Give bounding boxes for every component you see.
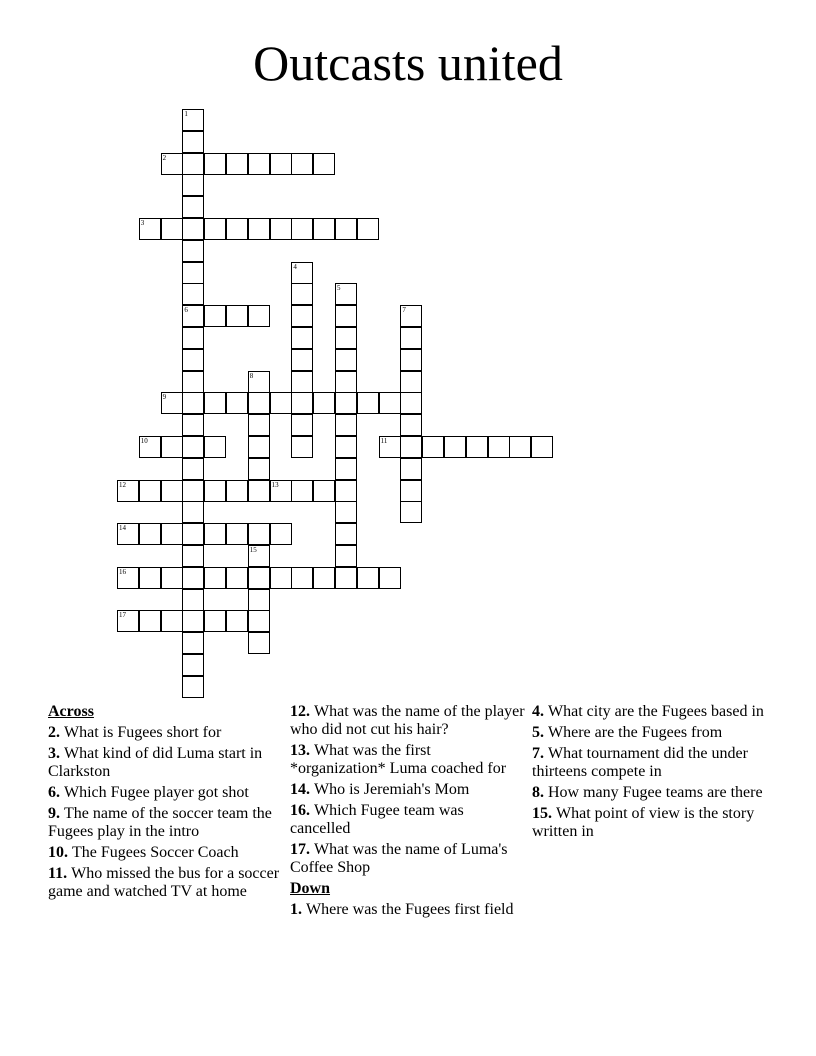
clue-item-number: 14. xyxy=(290,781,314,798)
grid-cell[interactable] xyxy=(422,436,444,458)
clue-number: 10 xyxy=(140,437,148,445)
grid-cell[interactable] xyxy=(335,218,357,240)
grid-cell[interactable] xyxy=(248,371,270,393)
clue-item-text: The Fugees Soccer Coach xyxy=(72,844,239,861)
page-title: Outcasts united xyxy=(253,35,563,91)
grid-cell[interactable] xyxy=(161,392,183,414)
grid-cell[interactable] xyxy=(182,610,204,632)
grid-cell[interactable] xyxy=(335,414,357,436)
grid-cell[interactable] xyxy=(182,632,204,654)
grid-cell[interactable] xyxy=(139,567,161,589)
grid-cell[interactable] xyxy=(226,153,248,175)
grid-cell[interactable] xyxy=(335,392,357,414)
clue-item-number: 3. xyxy=(48,745,64,762)
grid-cell[interactable] xyxy=(182,436,204,458)
clue-item-text: What was the first *organization* Luma coached for xyxy=(290,742,507,777)
grid-cell[interactable] xyxy=(488,436,510,458)
clue-number: 16 xyxy=(119,567,126,576)
grid-cell[interactable] xyxy=(139,523,161,545)
grid-cell[interactable] xyxy=(204,392,226,414)
grid-cell[interactable] xyxy=(313,153,335,175)
clues-column-3 xyxy=(532,703,768,844)
across-heading: Across xyxy=(48,703,94,720)
clue-item-text: What was the name of the player who did not cut his hair? xyxy=(290,703,525,738)
grid-cell[interactable] xyxy=(248,458,270,480)
clues-column-1 xyxy=(48,703,284,904)
grid-cell[interactable] xyxy=(182,240,204,262)
grid-cell[interactable] xyxy=(204,218,226,240)
grid-cell[interactable] xyxy=(204,436,226,458)
grid-cell[interactable] xyxy=(335,567,357,589)
grid-cell[interactable] xyxy=(357,218,379,240)
grid-cell[interactable] xyxy=(182,545,204,567)
grid-cell[interactable] xyxy=(335,349,357,371)
grid-cell[interactable] xyxy=(335,436,357,458)
grid-cell[interactable] xyxy=(270,153,292,175)
grid-cell[interactable] xyxy=(400,480,422,502)
grid-cell[interactable] xyxy=(139,436,161,458)
clue-item xyxy=(48,724,284,742)
grid-cell[interactable] xyxy=(444,436,466,458)
grid-cell[interactable] xyxy=(291,436,313,458)
grid-cell[interactable] xyxy=(182,283,204,305)
clue-number: 2 xyxy=(162,153,167,162)
grid-cell[interactable] xyxy=(182,676,204,698)
clue-number: 15 xyxy=(249,546,257,554)
grid-cell[interactable] xyxy=(335,501,357,523)
clue-item-text: Where are the Fugees from xyxy=(548,724,723,741)
clue-item-text: What tournament did the under thirteens compete in xyxy=(532,745,748,780)
grid-cell[interactable] xyxy=(291,392,313,414)
clue-number: 17 xyxy=(119,611,126,620)
grid-cell[interactable] xyxy=(248,436,270,458)
down-heading: Down xyxy=(290,880,331,897)
clue-item xyxy=(48,844,284,862)
grid-cell[interactable] xyxy=(291,567,313,589)
clue-item-number: 2. xyxy=(48,724,64,741)
grid-cell[interactable] xyxy=(161,436,183,458)
grid-cell[interactable] xyxy=(291,480,313,502)
grid-cell[interactable] xyxy=(335,523,357,545)
across-clue-list xyxy=(48,724,284,901)
grid-cell[interactable] xyxy=(291,349,313,371)
clue-item xyxy=(48,784,284,802)
clue-number: 14 xyxy=(119,524,126,533)
clue-item-number: 6. xyxy=(48,784,64,801)
grid-cell[interactable] xyxy=(248,545,270,567)
clue-item-text: The name of the soccer team the Fugees play in the intro xyxy=(48,805,272,840)
clue-item xyxy=(532,784,768,802)
grid-cell[interactable] xyxy=(117,480,139,502)
clue-item-text: Which Fugee team was cancelled xyxy=(290,802,464,837)
clue-item-text: What point of view is the story written in xyxy=(532,805,755,840)
grid-cell[interactable] xyxy=(270,218,292,240)
grid-cell[interactable] xyxy=(291,327,313,349)
grid-cell[interactable] xyxy=(248,153,270,175)
grid-cell[interactable] xyxy=(291,283,313,305)
grid-cell[interactable] xyxy=(335,371,357,393)
grid-cell[interactable] xyxy=(270,523,292,545)
clue-item-number: 12. xyxy=(290,703,314,720)
grid-cell[interactable] xyxy=(204,610,226,632)
clue-item-text: How many Fugee teams are there xyxy=(548,784,763,801)
grid-cell[interactable] xyxy=(379,436,401,458)
clue-item xyxy=(532,805,768,841)
grid-cell[interactable] xyxy=(182,109,204,131)
grid-cell[interactable] xyxy=(182,131,204,153)
grid-cell[interactable] xyxy=(182,327,204,349)
grid-cell[interactable] xyxy=(161,523,183,545)
clue-item xyxy=(290,781,526,799)
grid-cell[interactable] xyxy=(248,610,270,632)
grid-cell[interactable] xyxy=(182,392,204,414)
grid-cell[interactable] xyxy=(313,392,335,414)
grid-cell[interactable] xyxy=(226,567,248,589)
clue-number: 12 xyxy=(119,480,126,489)
grid-cell[interactable] xyxy=(226,480,248,502)
grid-cell[interactable] xyxy=(270,567,292,589)
grid-cell[interactable] xyxy=(182,218,204,240)
grid-cell[interactable] xyxy=(248,567,270,589)
grid-cell[interactable] xyxy=(248,305,270,327)
grid-cell[interactable] xyxy=(248,218,270,240)
clue-number: 13 xyxy=(271,480,279,489)
grid-cell[interactable] xyxy=(182,262,204,284)
down-clue-list xyxy=(290,901,526,919)
grid-cell[interactable] xyxy=(400,305,422,327)
clue-item-number: 13. xyxy=(290,742,314,759)
clue-item-number: 1. xyxy=(290,901,306,918)
grid-cell[interactable] xyxy=(226,392,248,414)
clue-item-number: 8. xyxy=(532,784,548,801)
clue-item xyxy=(290,742,526,778)
across-clue-list-continued xyxy=(290,703,526,877)
clue-number: 1 xyxy=(184,110,188,118)
clue-item-text: What is Fugees short for xyxy=(64,724,222,741)
clue-item xyxy=(48,865,284,901)
grid-cell[interactable] xyxy=(400,436,422,458)
clue-number: 4 xyxy=(293,262,297,271)
grid-cell[interactable] xyxy=(182,153,204,175)
grid-cell[interactable] xyxy=(117,610,139,632)
grid-cell[interactable] xyxy=(531,436,553,458)
grid-cell[interactable] xyxy=(182,480,204,502)
grid-cell[interactable] xyxy=(291,414,313,436)
grid-cell[interactable] xyxy=(204,153,226,175)
grid-cell[interactable] xyxy=(313,567,335,589)
grid-cell[interactable] xyxy=(248,480,270,502)
grid-cell[interactable] xyxy=(400,458,422,480)
clue-item-text: What kind of did Luma start in Clarkston xyxy=(48,745,263,780)
clue-item-text: Who is Jeremiah's Mom xyxy=(314,781,470,798)
grid-cell[interactable] xyxy=(335,327,357,349)
grid-cell[interactable] xyxy=(182,174,204,196)
grid-cell[interactable] xyxy=(139,610,161,632)
clue-item-text: What city are the Fugees based in xyxy=(548,703,764,720)
grid-cell[interactable] xyxy=(270,392,292,414)
grid-cell[interactable] xyxy=(248,632,270,654)
grid-cell[interactable] xyxy=(248,589,270,611)
grid-cell[interactable] xyxy=(226,218,248,240)
grid-cell[interactable] xyxy=(335,305,357,327)
grid-cell[interactable] xyxy=(161,567,183,589)
grid-cell[interactable] xyxy=(400,327,422,349)
grid-cell[interactable] xyxy=(313,218,335,240)
grid-cell[interactable] xyxy=(204,480,226,502)
clue-item-number: 4. xyxy=(532,703,548,720)
grid-cell[interactable] xyxy=(182,305,204,327)
grid-cell[interactable] xyxy=(400,501,422,523)
grid-cell[interactable] xyxy=(379,567,401,589)
clue-item-number: 9. xyxy=(48,805,64,822)
grid-cell[interactable] xyxy=(117,567,139,589)
clue-item xyxy=(48,805,284,841)
grid-cell[interactable] xyxy=(291,371,313,393)
clue-item-text: Who missed the bus for a soccer game and watched TV at home xyxy=(48,865,280,900)
grid-cell[interactable] xyxy=(226,610,248,632)
grid-cell[interactable] xyxy=(291,153,313,175)
grid-cell[interactable] xyxy=(117,523,139,545)
grid-cell[interactable] xyxy=(182,196,204,218)
grid-cell[interactable] xyxy=(139,480,161,502)
clue-number: 3 xyxy=(140,219,145,227)
grid-cell[interactable] xyxy=(335,545,357,567)
grid-cell[interactable] xyxy=(161,480,183,502)
clue-item-text: Which Fugee player got shot xyxy=(64,784,249,801)
grid-cell[interactable] xyxy=(182,458,204,480)
grid-cell[interactable] xyxy=(466,436,488,458)
grid-cell[interactable] xyxy=(204,523,226,545)
clue-number: 6 xyxy=(184,306,188,315)
grid-cell[interactable] xyxy=(161,153,183,175)
clue-item-number: 15. xyxy=(532,805,556,822)
grid-cell[interactable] xyxy=(248,392,270,414)
clue-number: 5 xyxy=(337,284,341,293)
grid-cell[interactable] xyxy=(313,480,335,502)
clue-item xyxy=(290,841,526,877)
grid-cell[interactable] xyxy=(226,305,248,327)
clue-number: 9 xyxy=(162,393,167,402)
grid-cell[interactable] xyxy=(182,501,204,523)
clue-number: 7 xyxy=(402,306,406,315)
grid-cell[interactable] xyxy=(182,589,204,611)
clue-number: 11 xyxy=(380,437,388,445)
grid-cell[interactable] xyxy=(248,523,270,545)
clue-item-number: 7. xyxy=(532,745,548,762)
grid-cell[interactable] xyxy=(335,480,357,502)
grid-cell[interactable] xyxy=(204,305,226,327)
grid-cell[interactable] xyxy=(357,392,379,414)
grid-cell[interactable] xyxy=(182,523,204,545)
grid-cell[interactable] xyxy=(182,349,204,371)
grid-cell[interactable] xyxy=(357,567,379,589)
clue-item-text: Where was the Fugees first field xyxy=(306,901,514,918)
grid-cell[interactable] xyxy=(270,480,292,502)
grid-cell[interactable] xyxy=(226,523,248,545)
grid-cell[interactable] xyxy=(400,349,422,371)
grid-cell[interactable] xyxy=(182,654,204,676)
grid-cell[interactable] xyxy=(182,567,204,589)
down-clue-list-continued xyxy=(532,703,768,841)
clue-item-number: 16. xyxy=(290,802,314,819)
grid-cell[interactable] xyxy=(400,414,422,436)
grid-cell[interactable] xyxy=(400,371,422,393)
grid-cell[interactable] xyxy=(182,414,204,436)
clue-item-number: 5. xyxy=(532,724,548,741)
clue-item-number: 11. xyxy=(48,865,72,882)
grid-cell[interactable] xyxy=(248,414,270,436)
grid-cell[interactable] xyxy=(161,218,183,240)
grid-cell[interactable] xyxy=(291,218,313,240)
clue-item xyxy=(290,703,526,739)
grid-cell[interactable] xyxy=(182,371,204,393)
grid-cell[interactable] xyxy=(379,392,401,414)
grid-cell[interactable] xyxy=(400,392,422,414)
grid-cell[interactable] xyxy=(291,262,313,284)
clue-item-number: 17. xyxy=(290,841,314,858)
clue-item xyxy=(290,901,526,919)
clue-item-number: 10. xyxy=(48,844,72,861)
clue-item xyxy=(532,703,768,721)
grid-cell[interactable] xyxy=(291,305,313,327)
clue-item xyxy=(48,745,284,781)
grid-cell[interactable] xyxy=(139,218,161,240)
clue-item xyxy=(532,724,768,742)
grid-cell[interactable] xyxy=(161,610,183,632)
grid-cell[interactable] xyxy=(509,436,531,458)
grid-cell[interactable] xyxy=(335,283,357,305)
clue-item xyxy=(290,802,526,838)
clues-column-2 xyxy=(290,703,526,922)
clue-item-text: What was the name of Luma's Coffee Shop xyxy=(290,841,508,876)
grid-cell[interactable] xyxy=(335,458,357,480)
grid-cell[interactable] xyxy=(204,567,226,589)
clue-number: 8 xyxy=(249,371,254,380)
clue-item xyxy=(532,745,768,781)
